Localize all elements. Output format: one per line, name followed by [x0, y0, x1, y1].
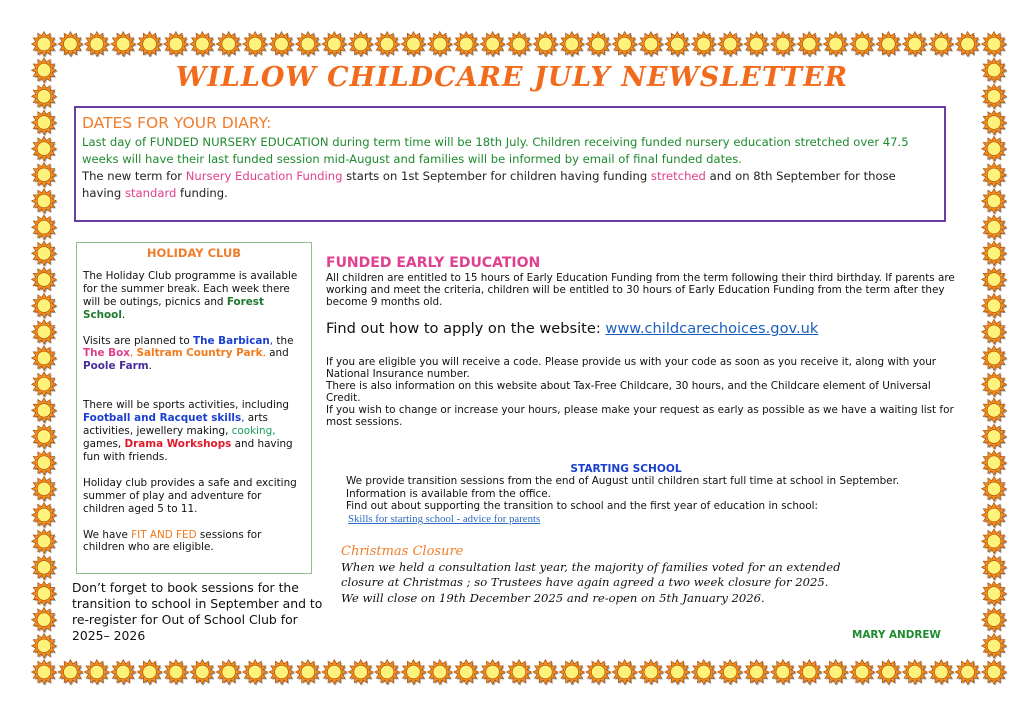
highlight-drama: Drama Workshops	[124, 437, 232, 450]
sun-icon	[507, 660, 533, 686]
sun-icon	[982, 346, 1008, 372]
text: The new term for	[82, 169, 186, 183]
text: and on 8th September for those having	[82, 169, 896, 200]
sun-icon	[375, 32, 401, 58]
sun-icon	[982, 32, 1008, 58]
sun-icon	[32, 450, 58, 476]
sun-icon	[982, 503, 1008, 529]
sun-icon	[32, 476, 58, 502]
text: .	[148, 360, 152, 373]
sun-icon	[295, 32, 321, 58]
holiday-para-3	[83, 399, 305, 464]
sun-icon	[454, 32, 480, 58]
holiday-club-box	[76, 242, 312, 574]
sun-icon	[32, 503, 58, 529]
sun-icon	[902, 32, 928, 58]
sun-icon	[876, 660, 902, 686]
sun-icon	[507, 32, 533, 58]
sun-icon	[982, 555, 1008, 581]
text: The Holiday Club programme is available for the summer break. Each week there will be outings, picnics and	[83, 269, 298, 308]
booking-reminder: Don’t forget to book sessions for the transition to school in September and to re-register for Out of School Club for 2025– 2026	[72, 580, 323, 643]
text: funding.	[176, 186, 228, 200]
skills-starting-school-link[interactable]: Skills for starting school - advice for parents	[348, 512, 541, 525]
diary-new-term	[82, 168, 938, 202]
text: sessions for children who are eligible.	[83, 528, 262, 554]
sun-icon	[32, 162, 58, 188]
sun-icon	[797, 32, 823, 58]
sun-icon	[454, 660, 480, 686]
funded-heading: FUNDED EARLY EDUCATION	[326, 255, 541, 271]
sun-icon	[982, 110, 1008, 136]
sun-icon	[982, 267, 1008, 293]
highlight-nursery-funding: Nursery Education Funding	[185, 169, 343, 183]
sun-icon	[32, 189, 58, 215]
sun-icon	[718, 660, 744, 686]
funded-para-3: If you wish to change or increase your hours, please make your request as early as possible as we have a waiting list for most sessions.	[326, 404, 954, 428]
funded-para-1: If you are eligible you will receive a code. Please provide us with your code as soon as you receive it, along with your National Insurance number.	[326, 356, 937, 380]
starting-school-section	[346, 463, 906, 525]
christmas-closure-section	[341, 543, 841, 606]
funded-education-section	[326, 255, 966, 428]
text: ,	[241, 412, 245, 425]
sun-icon	[929, 660, 955, 686]
sun-icon	[32, 32, 58, 58]
sun-icon	[84, 660, 110, 686]
sun-icon	[982, 450, 1008, 476]
holiday-para-5	[83, 529, 305, 555]
text: ,	[262, 347, 266, 360]
highlight-barbican: The Barbican	[193, 334, 270, 347]
sun-icon	[982, 607, 1008, 633]
starting-para-1: We provide transition sessions from the end of August until children start full time at school in September. Information is available from the office.	[346, 475, 900, 500]
sun-icon	[163, 660, 189, 686]
xmas-heading: Christmas Closure	[341, 544, 464, 559]
sun-icon	[58, 660, 84, 686]
highlight-standard: standard	[124, 186, 177, 200]
highlight-stretched: stretched	[650, 169, 706, 183]
holiday-para-1	[83, 270, 305, 322]
holiday-para-2	[83, 335, 305, 374]
sun-icon	[850, 32, 876, 58]
sun-icon	[559, 32, 585, 58]
sun-icon	[612, 32, 638, 58]
sun-icon	[982, 581, 1008, 607]
sun-icon	[982, 215, 1008, 241]
sun-icon	[718, 32, 744, 58]
funded-intro: All children are entitled to 15 hours of Early Education Funding from the term following their third birthday. If parents are working and meet the criteria, children will be entitled to 30 hours of Early Education Funding from the term after they become 9 months old.	[326, 272, 955, 308]
sun-icon	[32, 215, 58, 241]
sun-icon	[876, 32, 902, 58]
sun-icon	[295, 660, 321, 686]
xmas-para-2: We will close on 19th December 2025 and re-open on 5th January 2026.	[341, 590, 765, 605]
sun-icon	[32, 555, 58, 581]
sun-icon	[32, 267, 58, 293]
signature: MARY ANDREW	[852, 629, 941, 641]
sun-icon	[480, 660, 506, 686]
sun-icon	[401, 660, 427, 686]
sun-icon	[163, 32, 189, 58]
sun-icon	[982, 293, 1008, 319]
sun-icon	[533, 32, 559, 58]
newsletter-title: WILLOW CHILDCARE JULY NEWSLETTER	[175, 62, 849, 93]
sun-icon	[955, 32, 981, 58]
sun-icon	[190, 660, 216, 686]
sun-icon	[32, 529, 58, 555]
highlight-poole-farm: Poole Farm	[83, 360, 149, 373]
sun-icon	[982, 424, 1008, 450]
sun-icon	[850, 660, 876, 686]
sun-icon	[137, 32, 163, 58]
sun-icon	[32, 372, 58, 398]
sun-icon	[638, 32, 664, 58]
sun-icon	[982, 372, 1008, 398]
sun-icon	[32, 346, 58, 372]
sun-icon	[691, 32, 717, 58]
sun-icon	[243, 32, 269, 58]
sun-icon	[586, 660, 612, 686]
sun-icon	[111, 32, 137, 58]
funded-para-2: There is also information on this website about Tax-Free Childcare, 30 hours, and the Childcare element of Universal Credit.	[326, 380, 931, 404]
sun-icon	[982, 319, 1008, 345]
highlight-the-box: The Box	[83, 347, 130, 360]
sun-icon	[665, 660, 691, 686]
sun-icon	[638, 660, 664, 686]
sun-icon	[770, 32, 796, 58]
text: We have	[83, 528, 132, 541]
sun-icon	[32, 241, 58, 267]
sun-icon	[982, 162, 1008, 188]
sun-icon	[84, 32, 110, 58]
text: There will be sports activities, including	[83, 399, 290, 412]
highlight-fit-and-fed: FIT AND FED	[131, 528, 197, 541]
sun-icon	[586, 32, 612, 58]
sun-icon	[982, 476, 1008, 502]
sun-icon	[427, 660, 453, 686]
text: .	[121, 308, 126, 321]
sun-icon	[348, 660, 374, 686]
sun-icon	[823, 32, 849, 58]
text: and having fun with friends.	[83, 437, 293, 463]
sun-icon	[111, 660, 137, 686]
sun-icon	[982, 660, 1008, 686]
sun-icon	[32, 607, 58, 633]
sun-icon	[322, 660, 348, 686]
text: arts activities, jewellery making,	[83, 412, 268, 438]
sun-icon	[427, 32, 453, 58]
text: games,	[83, 437, 125, 450]
sun-icon	[216, 32, 242, 58]
sun-icon	[665, 32, 691, 58]
sun-icon	[955, 660, 981, 686]
dates-for-diary-box	[74, 106, 946, 222]
sun-icon	[691, 660, 717, 686]
sun-icon	[982, 398, 1008, 424]
sun-icon	[533, 660, 559, 686]
holiday-heading: HOLIDAY CLUB	[146, 246, 242, 260]
highlight-saltram: Saltram Country Park	[136, 347, 263, 360]
sun-icon	[322, 32, 348, 58]
childcare-choices-link[interactable]: www.childcarechoices.gov.uk	[605, 320, 819, 337]
sun-icon	[32, 660, 58, 686]
apply-line	[326, 320, 966, 338]
sun-icon	[902, 660, 928, 686]
sun-icon	[58, 32, 84, 58]
sun-icon	[32, 136, 58, 162]
starting-heading: STARTING SCHOOL	[570, 463, 682, 475]
sun-icon	[216, 660, 242, 686]
sun-icon	[744, 32, 770, 58]
text: ,	[269, 334, 274, 347]
sun-icon	[32, 581, 58, 607]
sun-icon	[32, 633, 58, 659]
xmas-para-1: When we held a consultation last year, the majority of families voted for an extended closure at Christmas ; so Trustees have again agreed a two week closure for 2025.	[341, 560, 841, 590]
diary-heading: DATES FOR YOUR DIARY:	[82, 114, 272, 132]
sun-icon	[744, 660, 770, 686]
text: ,	[129, 347, 137, 360]
holiday-para-4: Holiday club provides a safe and exciting summer of play and adventure for children aged 5 to 11.	[83, 476, 297, 515]
sun-icon	[559, 660, 585, 686]
text: and	[265, 347, 289, 360]
diary-funded-end: Last day of FUNDED NURSERY EDUCATION during term time will be 18th July. Children receiving funded nursery education stretched over 47.5 weeks will have their last funded session mid-August and families will be informed by email of final funded dates.	[82, 135, 909, 166]
text: starts on 1st September for children having funding	[342, 169, 651, 183]
text: the	[273, 334, 294, 347]
sun-icon	[982, 241, 1008, 267]
sun-icon	[32, 293, 58, 319]
sun-icon	[348, 32, 374, 58]
sun-icon	[982, 633, 1008, 659]
apply-text: Find out how to apply on the website:	[326, 320, 606, 337]
sun-icon	[401, 32, 427, 58]
sun-icon	[982, 189, 1008, 215]
sun-icon	[612, 660, 638, 686]
sun-icon	[269, 32, 295, 58]
sun-icon	[32, 424, 58, 450]
sun-icon	[32, 398, 58, 424]
sun-icon	[797, 660, 823, 686]
sun-icon	[982, 529, 1008, 555]
highlight-cooking: cooking,	[231, 425, 276, 438]
sun-icon	[823, 660, 849, 686]
sun-icon	[770, 660, 796, 686]
sun-icon	[929, 32, 955, 58]
highlight-football: Football and Racquet skills	[83, 412, 242, 425]
sun-icon	[190, 32, 216, 58]
sun-icon	[137, 660, 163, 686]
starting-para-2: Find out about supporting the transition to school and the first year of education in school:	[346, 500, 819, 513]
sun-icon	[243, 660, 269, 686]
sun-icon	[32, 110, 58, 136]
sun-icon	[32, 319, 58, 345]
text: Visits are planned to	[83, 334, 194, 347]
sun-icon	[269, 660, 295, 686]
sun-icon	[480, 32, 506, 58]
sun-icon	[375, 660, 401, 686]
highlight-forest-school: Forest School	[83, 295, 264, 321]
sun-icon	[982, 136, 1008, 162]
